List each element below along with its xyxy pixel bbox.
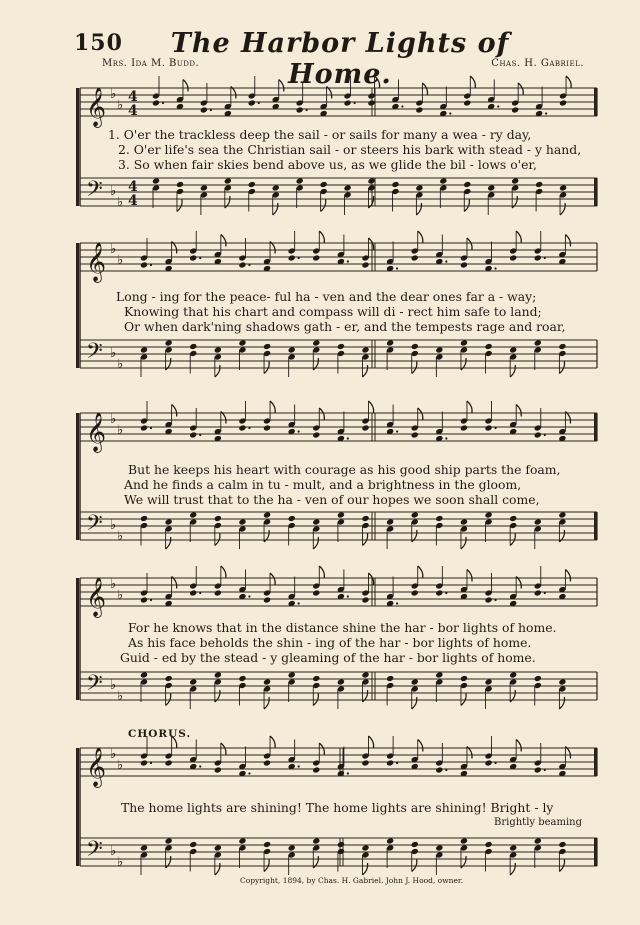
svg-text:♭: ♭ bbox=[117, 98, 124, 113]
lyric-line: Long - ing for the peace- ful ha - ven and the dear ones far a - way; bbox=[116, 289, 537, 304]
svg-text:♭: ♭ bbox=[110, 346, 117, 361]
lyric-line: But he keeps his heart with courage as his good ship parts the foam, bbox=[128, 462, 561, 477]
svg-text:♭: ♭ bbox=[117, 758, 124, 773]
svg-text:𝄢: 𝄢 bbox=[86, 339, 103, 369]
svg-text:♭: ♭ bbox=[110, 412, 117, 427]
lyric-line: We will trust that to the ha - ven of our hopes we soon shall come, bbox=[124, 492, 540, 507]
svg-text:♭: ♭ bbox=[117, 423, 124, 438]
svg-text:𝄢: 𝄢 bbox=[86, 837, 103, 867]
svg-text:𝄢: 𝄢 bbox=[86, 671, 103, 701]
lyric-line: 1. O'er the trackless deep the sail - or sails for many a wea - ry day, bbox=[108, 127, 532, 142]
lyric-line: Or when dark'ning shadows gath - er, and the tempests rage and roar, bbox=[124, 319, 566, 334]
svg-text:𝄞: 𝄞 bbox=[86, 242, 107, 282]
svg-text:4: 4 bbox=[128, 179, 138, 195]
svg-text:♭: ♭ bbox=[117, 529, 124, 544]
svg-text:♭: ♭ bbox=[117, 689, 124, 704]
svg-text:♭: ♭ bbox=[110, 844, 117, 859]
svg-text:𝄞: 𝄞 bbox=[86, 87, 107, 127]
chorus-alto-lyric: Brightly beaming bbox=[494, 817, 583, 828]
lyric-line: 3. So when fair skies bend above us, as we glide the bil - lows o'er, bbox=[118, 157, 537, 172]
svg-text:𝄞: 𝄞 bbox=[86, 747, 107, 787]
lyric-line: As his face beholds the shin - ing of the har - bor lights of home. bbox=[128, 635, 532, 650]
svg-text:♭: ♭ bbox=[117, 855, 124, 870]
svg-text:♭: ♭ bbox=[117, 357, 124, 372]
lyric-line: 2. O'er life's sea the Christian sail - or steers his bark with stead - y hand, bbox=[118, 142, 582, 157]
svg-text:4: 4 bbox=[128, 193, 138, 209]
svg-text:𝄢: 𝄢 bbox=[86, 177, 103, 207]
lyric-line: Knowing that his chart and compass will di - rect him safe to land; bbox=[124, 304, 542, 319]
svg-text:𝄢: 𝄢 bbox=[86, 511, 103, 541]
svg-text:♭: ♭ bbox=[110, 678, 117, 693]
svg-text:♭: ♭ bbox=[110, 747, 117, 762]
svg-text:4: 4 bbox=[128, 103, 138, 119]
svg-text:♭: ♭ bbox=[110, 242, 117, 257]
chorus-lyric: The home lights are shining! The home lights are shining! Bright - ly bbox=[121, 800, 554, 815]
svg-text:4: 4 bbox=[128, 89, 138, 105]
lyric-line: For he knows that in the distance shine the har - bor lights of home. bbox=[128, 620, 557, 635]
svg-text:♭: ♭ bbox=[110, 184, 117, 199]
svg-text:♭: ♭ bbox=[110, 577, 117, 592]
lyric-line: Guid - ed by the stead - y gleaming of the har - bor lights of home. bbox=[120, 650, 536, 665]
composer-credit: Chas. H. Gabriel. bbox=[491, 58, 584, 69]
svg-text:♭: ♭ bbox=[117, 195, 124, 210]
svg-text:♭: ♭ bbox=[117, 588, 124, 603]
lyric-line: And he finds a calm in tu - mult, and a brightness in the gloom, bbox=[124, 477, 522, 492]
lyricist-credit: Mrs. Ida M. Budd. bbox=[102, 58, 200, 69]
svg-text:𝄞: 𝄞 bbox=[86, 577, 107, 617]
svg-text:♭: ♭ bbox=[117, 253, 124, 268]
hymn-title: The Harbor Lights of Home. bbox=[170, 28, 510, 90]
copyright-notice: Copyright, 1894, by Chas. H. Gabriel. John J. Hood, owner. bbox=[240, 876, 464, 885]
svg-text:♭: ♭ bbox=[110, 518, 117, 533]
chorus-label: CHORUS. bbox=[128, 728, 192, 740]
svg-text:𝄞: 𝄞 bbox=[86, 412, 107, 452]
svg-text:♭: ♭ bbox=[110, 87, 117, 102]
page-number: 150 bbox=[74, 30, 123, 56]
